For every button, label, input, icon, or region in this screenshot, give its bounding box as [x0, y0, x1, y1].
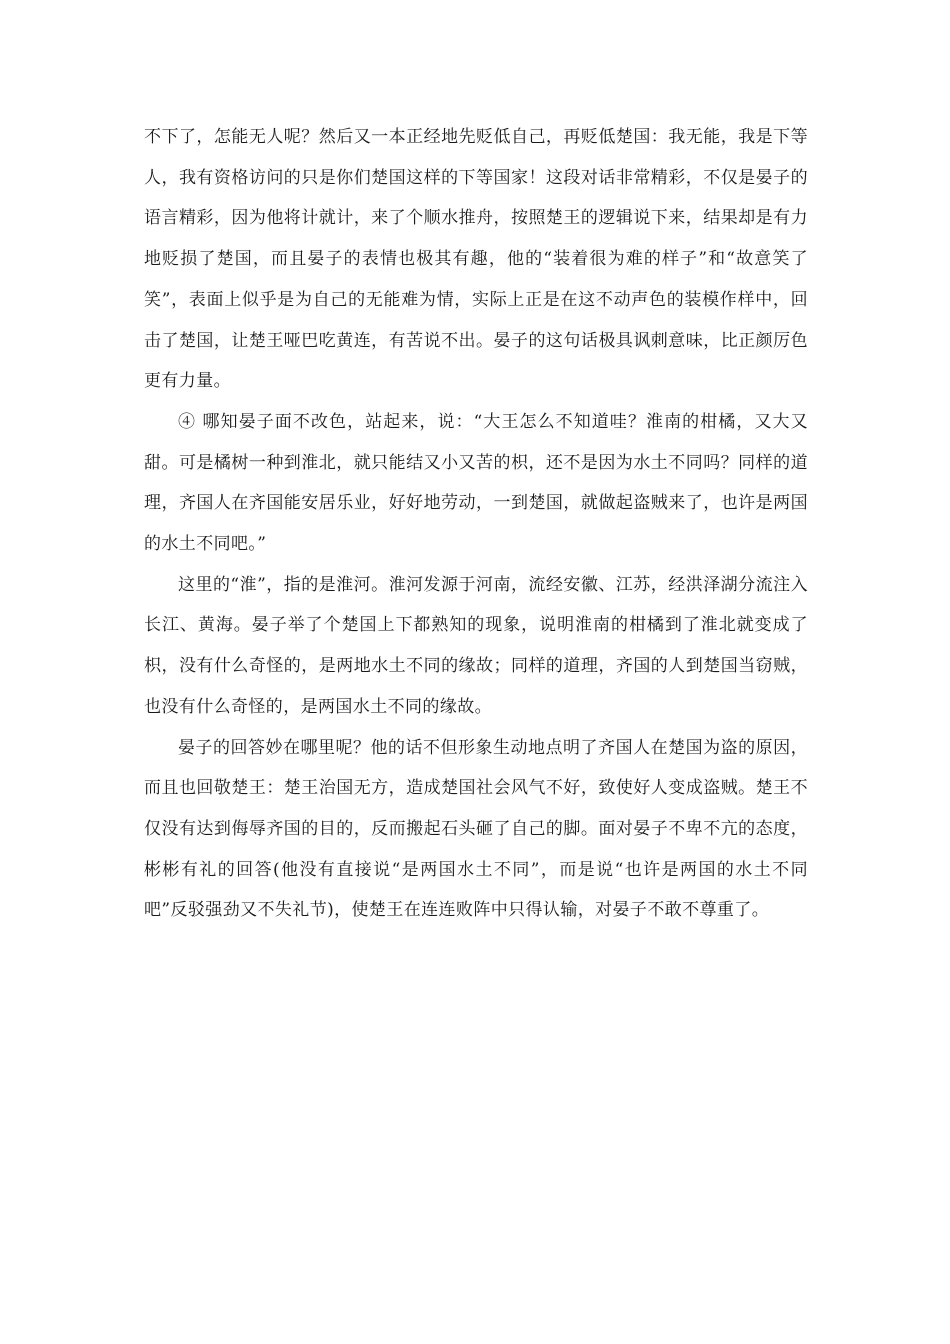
paragraph-4: 晏子的回答妙在哪里呢？他的话不但形象生动地点明了齐国人在楚国为盗的原因，而且也回敬楚王：楚王治国无方，造成楚国社会风气不好，致使好人变成盗贼。楚王不仅没有达到侮辱齐国的目的，反而搬起石头砸了自己的脚。面对晏子不卑不亢的态度，彬彬有礼的回答(他没有直接说“是两国水土不同”，而是说“也许是两国的水土不同吧”反驳强劲又不失礼节)，使楚王在连连败阵中只得认输，对晏子不敢不尊重了。 [144, 737, 808, 921]
paragraph-1: 不下了，怎能无人呢？然后又一本正经地先贬低自己，再贬低楚国：我无能，我是下等人，我有资格访问的只是你们楚国这样的下等国家！这段对话非常精彩，不仅是晏子的语言精彩，因为他将计就计，来了个顺水推舟，按照楚王的逻辑说下来，结果却是有力地贬损了楚国，而且晏子的表情也极其有趣，他的“装着很为难的样子”和“故意笑了笑”，表面上似乎是为自己的无能难为情，实际上正是在这不动声色的装模作样中，回击了楚国，让楚王哑巴吃黄连，有苦说不出。晏子的这句话极具讽刺意味，比正颜厉色更有力量。 [144, 127, 808, 392]
document-body [144, 117, 808, 931]
paragraph-2: ④ 哪知晏子面不改色，站起来，说：“大王怎么不知道哇？淮南的柑橘，又大又甜。可是橘树一种到淮北，就只能结又小又苦的枳，还不是因为水土不同吗？同样的道理，齐国人在齐国能安居乐业，好好地劳动，一到楚国，就做起盗贼来了，也许是两国的水土不同吧。” [144, 411, 808, 555]
paragraph-3: 这里的“淮”，指的是淮河。淮河发源于河南，流经安徽、江苏，经洪泽湖分流注入长江、黄海。晏子举了个楚国上下都熟知的现象，说明淮南的柑橘到了淮北就变成了枳，没有什么奇怪的，是两地水土不同的缘故；同样的道理，齐国的人到楚国当窃贼，也没有什么奇怪的，是两国水土不同的缘故。 [144, 574, 808, 717]
